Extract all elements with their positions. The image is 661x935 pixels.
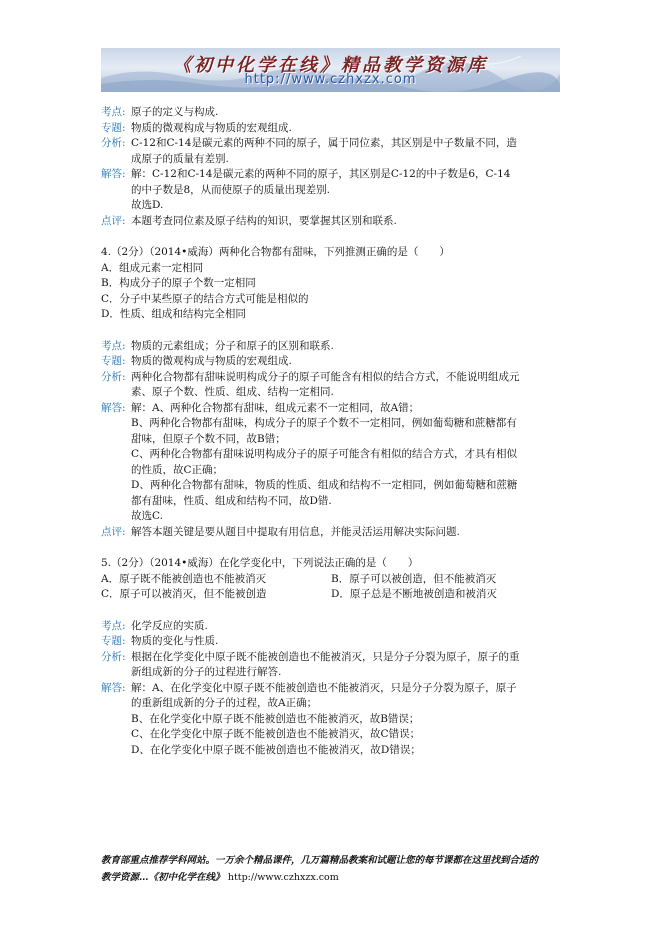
document-content <box>101 105 561 758</box>
jieda-label: 解答: <box>101 681 126 694</box>
jieda-label: 解答: <box>101 168 126 180</box>
footer-line: 教育部重点推荐学科网站。一万余个精品课件，几万篇精品教案和试题让您的每节课都在这里找到合适的 <box>101 855 539 866</box>
jieda-line: 都有甜味，性质、组成和结构不同，故D错. <box>131 494 332 507</box>
jieda-line: 的中子数是8，从而使原子的质量出现差别. <box>131 183 331 196</box>
option-b: B．原子可以被创造，但不能被消灭 <box>331 572 497 585</box>
kaodian-row <box>101 339 561 355</box>
footer-url-link[interactable]: http://www.czhxzx.com <box>227 872 339 883</box>
jieda-row <box>101 167 561 214</box>
fenxi-line: 新组成新的分子的过程进行解答. <box>131 666 282 678</box>
page-footer <box>101 852 561 886</box>
kaodian-label: 考点: <box>101 106 126 118</box>
kaodian-text: 化学反应的实质. <box>131 619 208 632</box>
question-stem: 4.（2分）（2014•威海）两种化合物都有甜味，下列推测正确的是（ ） <box>101 246 450 258</box>
fenxi-line: 两种化合物都有甜味说明构成分子的原子可能含有相似的结合方式，不能说明组成元 <box>131 370 520 383</box>
kaodian-label: 考点: <box>101 339 126 352</box>
question-5 <box>101 556 561 603</box>
zhuanti-label: 专题: <box>101 121 126 134</box>
jieda-line: 故选C. <box>131 510 163 522</box>
question-4 <box>101 245 561 323</box>
zhuanti-text: 物质的微观构成与物质的宏观组成. <box>131 121 292 134</box>
footer-line: 教学资源…《初中化学在线》 <box>101 872 225 883</box>
dianping-row <box>101 525 561 541</box>
header-banner <box>101 48 560 92</box>
option-c: C．原子可以被消灭，但不能被创造 <box>101 588 267 600</box>
jieda-line: 故选D. <box>131 199 164 211</box>
fenxi-line: 根据在化学变化中原子既不能被创造也不能被消灭，只是分子分裂为原子，原子的重 <box>131 650 520 663</box>
dianping-label: 点评: <box>101 525 126 538</box>
zhuanti-label: 专题: <box>101 355 126 367</box>
option-d: D．性质、组成和结构完全相同 <box>101 308 246 320</box>
jieda-line: 解：C-12和C-14是碳元素的两种不同的原子，其区别是C-12的中子数是6，C-14 <box>131 168 511 180</box>
jieda-line: 解：A、两种化合物都有甜味，组成元素不一定相同，故A错； <box>131 401 420 414</box>
fenxi-row <box>101 136 561 167</box>
kaodian-row <box>101 105 561 121</box>
kaodian-row <box>101 619 561 635</box>
jieda-row <box>101 681 561 759</box>
jieda-line: B、在化学变化中原子既不能被创造也不能被消灭，故B错误； <box>131 712 420 725</box>
dianping-text: 本题考查同位素及原子结构的知识，要掌握其区别和联系. <box>131 214 397 227</box>
jieda-line: B、两种化合物都有甜味，构成分子的原子个数不一定相同，例如葡萄糖和蔗糖都有 <box>131 417 517 429</box>
option-c: C．分子中某些原子的结合方式可能是相似的 <box>101 292 309 305</box>
jieda-row <box>101 401 561 525</box>
option-d: D．原子总是不断地被创造和被消灭 <box>331 588 497 600</box>
zhuanti-label: 专题: <box>101 635 126 647</box>
fenxi-line: 成原子的质量有差别. <box>131 152 229 165</box>
fenxi-label: 分析: <box>101 370 126 383</box>
question-stem: 5.（2分）（2014•威海）在化学变化中，下列说法正确的是（ ） <box>101 557 419 569</box>
zhuanti-text: 物质的微观构成与物质的宏观组成. <box>131 355 292 367</box>
jieda-label: 解答: <box>101 401 126 414</box>
dianping-text: 解答本题关键是要从题目中提取有用信息，并能灵活运用解决实际问题. <box>131 525 460 538</box>
fenxi-line: C-12和C-14是碳元素的两种不同的原子，属于同位素，其区别是中子数量不同，造 <box>131 137 517 149</box>
fenxi-line: 素、原子个数、性质、组成、结构一定相同. <box>131 386 334 398</box>
zhuanti-text: 物质的变化与性质. <box>131 635 219 647</box>
jieda-line: 解：A、在化学变化中原子既不能被创造也不能被消灭，只是分子分裂为原子，原子 <box>131 681 517 694</box>
kaodian-text: 原子的定义与构成. <box>131 106 219 118</box>
fenxi-label: 分析: <box>101 137 126 149</box>
jieda-line: C、两种化合物都有甜味说明构成分子的原子可能含有相似的结合方式，才具有相似 <box>131 448 518 460</box>
jieda-line: C、在化学变化中原子既不能被创造也不能被消灭，故C错误； <box>131 728 421 740</box>
jieda-line: 甜味，但原子个数不同，故B错； <box>131 432 286 445</box>
zhuanti-row <box>101 121 561 137</box>
fenxi-row <box>101 650 561 681</box>
kaodian-label: 考点: <box>101 619 126 632</box>
zhuanti-row <box>101 634 561 650</box>
jieda-line: 的重新组成新的分子的过程，故A正确； <box>131 697 318 709</box>
site-title: 《初中化学在线》精品教学资源库 <box>173 55 488 76</box>
jieda-line: D、在化学变化中原子既不能被创造也不能被消灭，故D错误； <box>131 743 421 756</box>
fenxi-label: 分析: <box>101 650 126 663</box>
kaodian-text: 物质的元素组成；分子和原子的区别和联系. <box>131 339 334 352</box>
dianping-row <box>101 214 561 230</box>
option-a: A．组成元素一定相同 <box>101 261 204 274</box>
option-b: B．构成分子的原子个数一定相同 <box>101 277 256 289</box>
fenxi-row <box>101 370 561 401</box>
option-a: A．原子既不能被创造也不能被消灭 <box>101 572 267 585</box>
jieda-line: 的性质，故C正确； <box>131 463 224 476</box>
dianping-label: 点评: <box>101 214 126 227</box>
site-url-link[interactable]: http://www.czhxzx.com <box>244 72 417 87</box>
jieda-line: D、两种化合物都有甜味，物质的性质、组成和结构不一定相同，例如葡萄糖和蔗糖 <box>131 479 518 491</box>
zhuanti-row <box>101 354 561 370</box>
